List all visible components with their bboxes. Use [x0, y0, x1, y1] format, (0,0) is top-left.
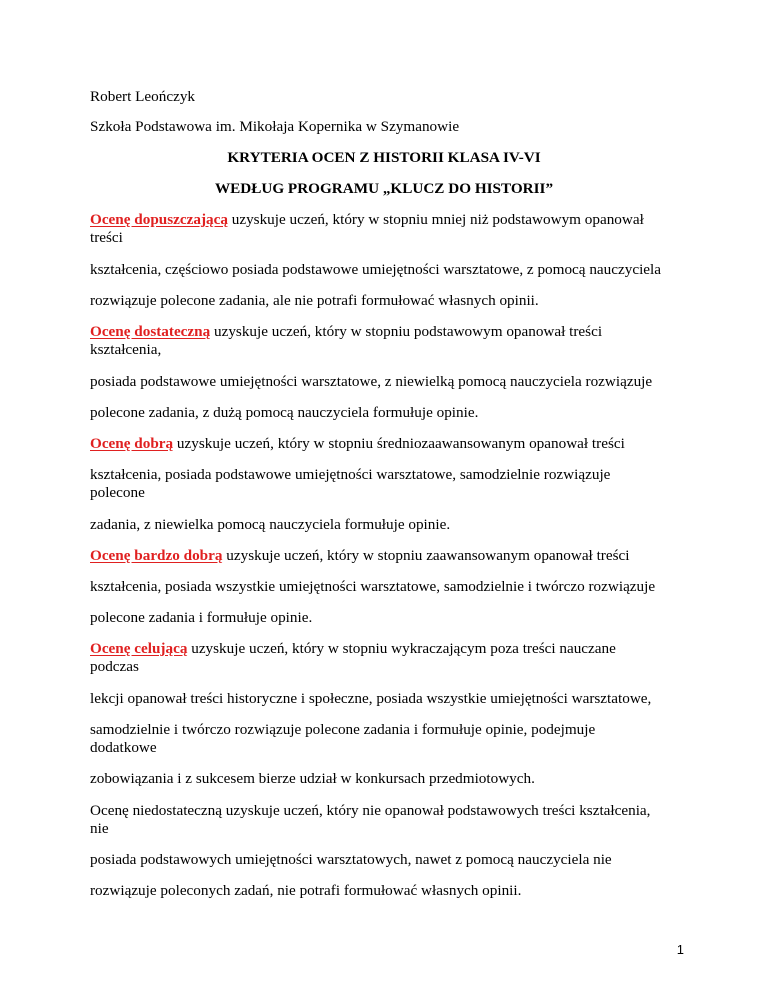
criterion-dostateczna-line-2: kształcenia, — [90, 341, 162, 358]
criterion-celujaca-line-1 — [90, 640, 616, 658]
criterion-celujaca-line-4: samodzielnie i twórczo rozwiązuje polecone zadania i formułuje opinie, podejmuje — [90, 721, 596, 738]
criterion-dobra-line-2: kształcenia, posiada podstawowe umiejętności warsztatowe, samodzielnie rozwiązuje — [90, 466, 611, 483]
criterion-dostateczna-line-1 — [90, 323, 602, 341]
criterion-dopuszczajaca-line-1 — [90, 211, 644, 229]
school-name: Szkoła Podstawowa im. Mikołaja Kopernika w Szymanowie — [90, 118, 460, 135]
criterion-niedostateczna-line-4: rozwiązuje poleconych zadań, nie potrafi formułować własnych opinii. — [90, 882, 522, 899]
grade-label-dopuszczajaca: Ocenę dopuszczającą — [90, 211, 228, 228]
criterion-dobra-line-1 — [90, 435, 625, 453]
grade-label-bardzo-dobra: Ocenę bardzo dobrą — [90, 547, 223, 564]
grade-label-dostateczna: Ocenę dostateczną — [90, 323, 211, 340]
grade-label-dobra: Ocenę dobrą — [90, 435, 174, 452]
criterion-niedostateczna-line-3: posiada podstawowych umiejętności warsztatowych, nawet z pomocą nauczyciela nie — [90, 851, 612, 868]
criterion-dopuszczajaca-line-2: treści — [90, 229, 123, 246]
document-title: KRYTERIA OCEN Z HISTORII KLASA IV-VI — [227, 149, 541, 166]
criterion-dopuszczajaca-line-3: kształcenia, częściowo posiada podstawowe umiejętności warsztatowe, z pomocą nauczyciela — [90, 261, 661, 278]
criterion-bardzo-dobra-line-1 — [90, 547, 629, 565]
criterion-text: uzyskuje uczeń, który w stopniu mniej niż podstawowym opanował — [227, 211, 644, 228]
criterion-celujaca-line-2: podczas — [90, 658, 139, 675]
criterion-text: uzyskuje uczeń, który w stopniu średniozaawansowanym opanował treści — [173, 435, 625, 452]
page-number: 1 — [676, 942, 684, 957]
author-name: Robert Leończyk — [90, 88, 196, 105]
criterion-celujaca-line-6: zobowiązania i z sukcesem bierze udział w konkursach przedmiotowych. — [90, 770, 535, 787]
criterion-celujaca-line-3: lekcji opanował treści historyczne i społeczne, posiada wszystkie umiejętności warsztatowe, — [90, 690, 652, 707]
criterion-dobra-line-4: zadania, z niewielka pomocą nauczyciela formułuje opinie. — [90, 516, 451, 533]
criterion-dopuszczajaca-line-4: rozwiązuje polecone zadania, ale nie potrafi formułować własnych opinii. — [90, 292, 539, 309]
criterion-bardzo-dobra-line-3: polecone zadania i formułuje opinie. — [90, 609, 313, 626]
criterion-celujaca-line-5: dodatkowe — [90, 739, 157, 756]
criterion-dostateczna-line-3: posiada podstawowe umiejętności warsztatowe, z niewielką pomocą nauczyciela rozwiązuje — [90, 373, 653, 390]
criterion-niedostateczna-line-1: Ocenę niedostateczną uzyskuje uczeń, który nie opanował podstawowych treści kształcenia, — [90, 802, 651, 819]
document-subtitle: WEDŁUG PROGRAMU „KLUCZ DO HISTORII” — [214, 180, 554, 197]
criterion-dostateczna-line-4: polecone zadania, z dużą pomocą nauczyciela formułuje opinie. — [90, 404, 479, 421]
criterion-text: uzyskuje uczeń, który w stopniu wykraczającym poza treści nauczane — [187, 640, 616, 657]
criterion-bardzo-dobra-line-2: kształcenia, posiada wszystkie umiejętności warsztatowe, samodzielnie i twórczo rozwiązuje — [90, 578, 656, 595]
criterion-text: uzyskuje uczeń, który w stopniu zaawansowanym opanował treści — [222, 547, 630, 564]
criterion-dobra-line-3: polecone — [90, 484, 145, 501]
grade-label-celujaca: Ocenę celującą — [90, 640, 188, 657]
criterion-niedostateczna-line-2: nie — [90, 820, 109, 837]
criterion-text: uzyskuje uczeń, który w stopniu podstawowym opanował treści — [210, 323, 603, 340]
